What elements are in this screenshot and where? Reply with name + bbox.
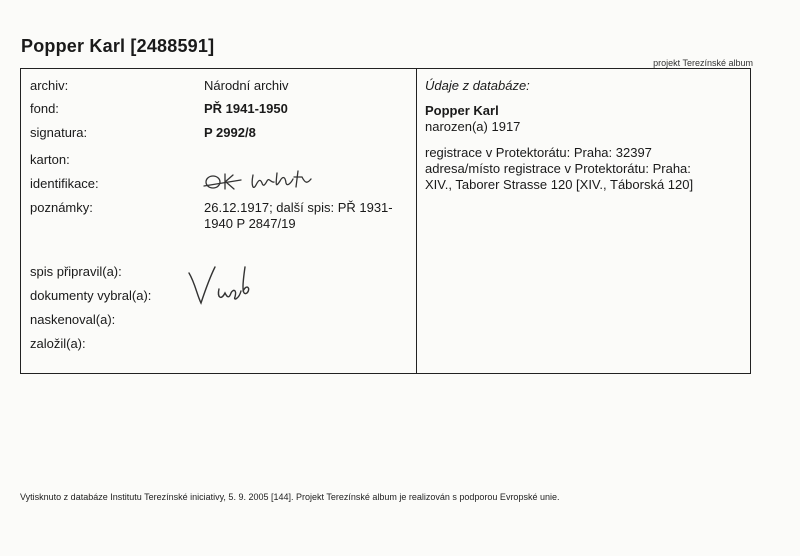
database-panel <box>425 78 745 193</box>
selected-by-label: dokumenty vybral(a): <box>30 288 152 303</box>
archive-value: Národní archiv <box>204 78 289 93</box>
scanned-by-label: naskenoval(a): <box>30 312 116 327</box>
project-tag: projekt Terezínské album <box>653 58 753 68</box>
signature-value: P 2992/8 <box>204 125 256 140</box>
person-name: Popper Karl <box>425 103 499 118</box>
registration-info: registrace v Protektorátu: Praha: 32397 <box>425 145 652 160</box>
selected-by-signature <box>181 261 261 311</box>
signature-label: signatura: <box>30 125 88 140</box>
address-value: XIV., Taborer Strasse 120 [XIV., Táborská 120] <box>425 177 694 192</box>
carton-label: karton: <box>30 152 70 167</box>
column-divider <box>416 69 417 373</box>
page-title: Popper Karl [2488591] <box>21 36 215 56</box>
record-card <box>20 68 751 374</box>
identification-label: identifikace: <box>30 176 99 191</box>
notes-value: 26.12.1917; další spis: PŘ 1931-1940 P 2847/19 <box>204 200 393 231</box>
archive-label: archiv: <box>30 78 69 93</box>
fond-label: fond: <box>30 101 59 116</box>
footer-note: Vytisknuto z databáze Institutu Terezínské iniciativy, 5. 9. 2005 [144]. Projekt Terezínské album je realizován s podporou Evropské unie. <box>20 492 560 502</box>
address-label: adresa/místo registrace v Protektorátu: Praha: <box>425 161 691 176</box>
notes-label: poznámky: <box>30 200 93 215</box>
identification-handwriting <box>201 165 331 195</box>
database-heading: Údaje z databáze: <box>425 78 530 93</box>
birth-year: narozen(a) 1917 <box>425 119 521 134</box>
prepared-by-label: spis připravil(a): <box>30 264 122 279</box>
fond-value: PŘ 1941-1950 <box>204 101 288 116</box>
filed-by-label: založil(a): <box>30 336 86 351</box>
